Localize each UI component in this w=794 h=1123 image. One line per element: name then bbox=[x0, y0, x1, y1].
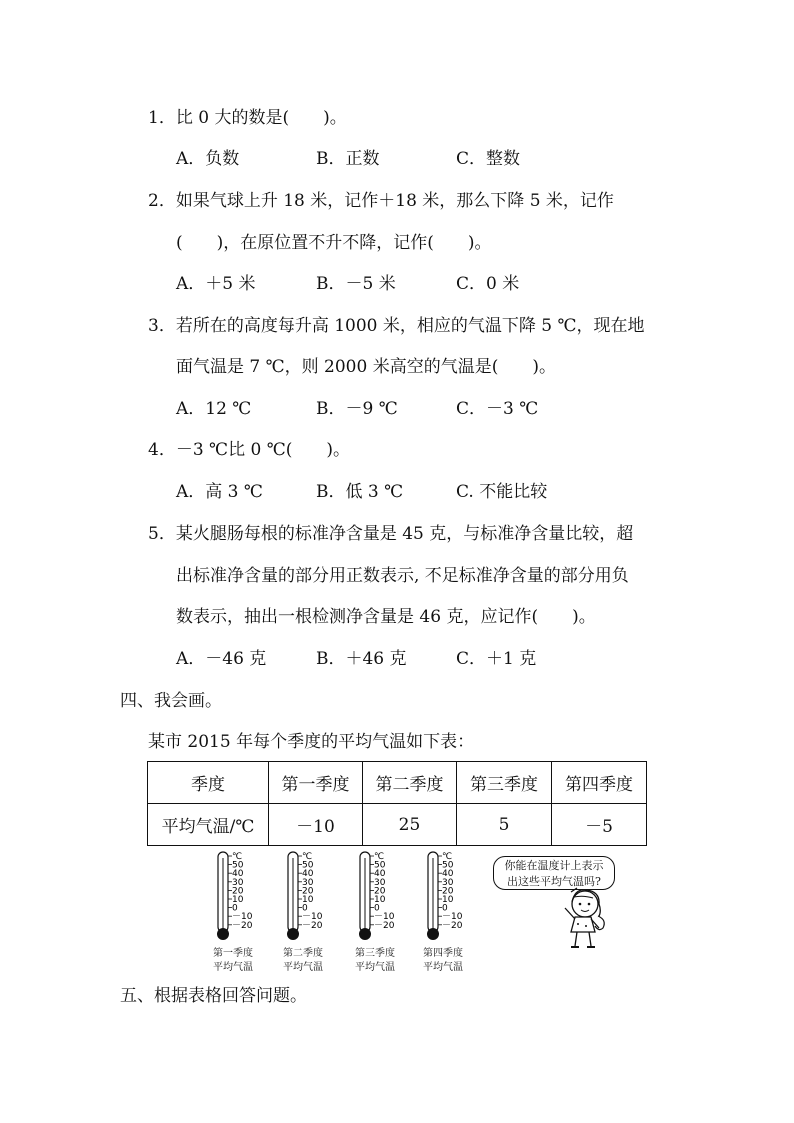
question-text-continued: 出标准净含量的部分用正数表示, 不足标准净含量的部分用负 bbox=[176, 566, 629, 586]
option-b: B．＋46 克 bbox=[316, 649, 407, 669]
question-text: 若所在的高度每升高 1000 米，相应的气温下降 5 ℃，现在地 bbox=[175, 316, 645, 336]
table-header-cell: 第一季度 bbox=[269, 762, 363, 804]
question-number: 2． bbox=[148, 191, 176, 211]
thermometer-scale-label: 40 bbox=[374, 869, 386, 880]
thermometer-scale-label: ℃ bbox=[374, 852, 385, 862]
thermometer-scale-label: 0 bbox=[374, 903, 380, 914]
speech-bubble-line: 你能在温度计上表示 bbox=[504, 859, 604, 872]
thermometer-scale-label: －10 bbox=[302, 912, 323, 923]
thermometer-scale-label: －10 bbox=[232, 912, 253, 923]
thermometer-scale-label: 50 bbox=[442, 860, 454, 871]
option-b: B．正数 bbox=[316, 149, 380, 169]
thermometer-caption: 第四季度 bbox=[423, 948, 463, 959]
option-c: C．＋1 克 bbox=[456, 649, 537, 669]
thermometer-caption: 平均气温 bbox=[423, 962, 463, 973]
thermometer-scale-label: －20 bbox=[442, 920, 463, 931]
thermometer-scale-label: 40 bbox=[232, 869, 244, 880]
question-text: 如果气球上升 18 米，记作＋18 米，那么下降 5 米，记作 bbox=[175, 191, 614, 211]
speech-bubble-line: 出这些平均气温吗? bbox=[507, 875, 601, 888]
question-3 bbox=[148, 315, 645, 337]
table-header-cell: 季度 bbox=[148, 762, 269, 804]
question-1 bbox=[148, 107, 347, 129]
question-text-continued: 面气温是 7 ℃，则 2000 米高空的气温是( )。 bbox=[176, 357, 556, 377]
thermometer-scale-label: 30 bbox=[302, 877, 314, 888]
question-number: 3． bbox=[148, 316, 176, 336]
question-text-continued: 数表示，抽出一根检测净含量是 46 克，应记作( )。 bbox=[176, 607, 596, 627]
thermometer-scale-label: 50 bbox=[232, 860, 244, 871]
thermometer-drawing bbox=[203, 850, 263, 942]
thermometer-scale-label: 0 bbox=[442, 903, 448, 914]
thermometer-bulb bbox=[359, 928, 371, 940]
table-header-cell: 第三季度 bbox=[457, 762, 552, 804]
thermometer-scale-label: 20 bbox=[442, 886, 454, 897]
option-c: C．－3 ℃ bbox=[456, 399, 539, 419]
option-a: A．12 ℃ bbox=[176, 399, 252, 419]
thermometer-scale-label: 10 bbox=[232, 895, 244, 905]
thermometer bbox=[273, 850, 333, 975]
question-2 bbox=[148, 190, 614, 212]
thermometer-scale-label: 20 bbox=[232, 886, 244, 897]
thermometer-scale-label: 20 bbox=[302, 886, 314, 897]
thermometer-scale-label: 10 bbox=[374, 895, 386, 905]
option-a: A．负数 bbox=[176, 149, 240, 169]
thermometer-scale-label: 40 bbox=[442, 869, 454, 880]
thermometer-scale-label: －10 bbox=[374, 912, 395, 923]
thermometer-scale-label: ℃ bbox=[232, 852, 243, 862]
thermometer-scale-label: ℃ bbox=[442, 852, 453, 862]
thermometer-bulb bbox=[217, 928, 229, 940]
thermometer-scale-label: 50 bbox=[302, 860, 314, 871]
question-4 bbox=[148, 439, 350, 461]
thermometer-drawing bbox=[413, 850, 473, 942]
section-4-intro: 某市 2015 年每个季度的平均气温如下表： bbox=[148, 732, 475, 752]
table-row bbox=[148, 804, 647, 846]
thermometer-scale-label: 30 bbox=[442, 877, 454, 888]
question-5 bbox=[148, 523, 633, 545]
option-b: B．低 3 ℃ bbox=[316, 482, 404, 502]
thermometer-drawing bbox=[345, 850, 405, 942]
thermometer-scale-label: －10 bbox=[442, 912, 463, 923]
girl-illustration bbox=[555, 886, 620, 952]
table-cell: －5 bbox=[552, 804, 647, 846]
option-c: C．整数 bbox=[456, 149, 521, 169]
thermometer-caption: 第一季度 bbox=[213, 948, 253, 959]
option-c: C. 不能比较 bbox=[456, 482, 548, 502]
thermometer-scale-label: 20 bbox=[374, 886, 386, 897]
section-4-heading: 四、我会画。 bbox=[120, 691, 222, 711]
table-cell: 5 bbox=[457, 804, 552, 846]
thermometer-caption: 平均气温 bbox=[213, 962, 253, 973]
option-c: C．0 米 bbox=[456, 274, 520, 294]
question-text: 比 0 大的数是( )。 bbox=[175, 108, 347, 128]
question-text-continued: ( )，在原位置不升不降，记作( )。 bbox=[176, 233, 492, 253]
question-text: －3 ℃比 0 ℃( )。 bbox=[175, 440, 350, 460]
thermometer-bulb bbox=[427, 928, 439, 940]
table-header-cell: 第二季度 bbox=[363, 762, 457, 804]
table-header-cell: 第四季度 bbox=[552, 762, 647, 804]
question-number: 1． bbox=[148, 108, 176, 128]
thermometer bbox=[413, 850, 473, 975]
option-b: B．－5 米 bbox=[316, 274, 396, 294]
temperature-table bbox=[147, 761, 647, 846]
question-number: 5． bbox=[148, 524, 176, 544]
thermometer-caption: 平均气温 bbox=[283, 962, 323, 973]
option-b: B．－9 ℃ bbox=[316, 399, 398, 419]
speech-bubble bbox=[493, 856, 615, 890]
thermometer-bulb bbox=[287, 928, 299, 940]
thermometer-caption: 第三季度 bbox=[355, 948, 395, 959]
table-row-label: 平均气温/℃ bbox=[148, 804, 269, 846]
thermometer-scale-label: ℃ bbox=[302, 852, 313, 862]
thermometer-scale-label: 0 bbox=[232, 903, 238, 914]
option-a: A．－46 克 bbox=[176, 649, 267, 669]
thermometer bbox=[203, 850, 263, 975]
option-a: A．高 3 ℃ bbox=[176, 482, 263, 502]
thermometer-scale-label: 30 bbox=[374, 877, 386, 888]
thermometer bbox=[345, 850, 405, 975]
option-a: A．＋5 米 bbox=[176, 274, 256, 294]
thermometer-scale-label: －20 bbox=[374, 920, 395, 931]
thermometer-caption: 平均气温 bbox=[355, 962, 395, 973]
question-text: 某火腿肠每根的标准净含量是 45 克，与标准净含量比较，超 bbox=[175, 524, 634, 544]
thermometer-scale-label: 10 bbox=[442, 895, 454, 905]
thermometer-scale-label: 40 bbox=[302, 869, 314, 880]
section-5-heading: 五、根据表格回答问题。 bbox=[120, 986, 307, 1006]
thermometer-scale-label: 0 bbox=[302, 903, 308, 914]
thermometer-caption: 第二季度 bbox=[283, 948, 323, 959]
thermometer-drawing bbox=[273, 850, 333, 942]
question-number: 4． bbox=[148, 440, 176, 460]
thermometer-scale-label: 10 bbox=[302, 895, 314, 905]
thermometer-scale-label: 50 bbox=[374, 860, 386, 871]
table-header-row bbox=[148, 762, 647, 804]
thermometer-scale-label: －20 bbox=[232, 920, 253, 931]
thermometer-scale-label: －20 bbox=[302, 920, 323, 931]
thermometer-scale-label: 30 bbox=[232, 877, 244, 888]
table-cell: 25 bbox=[363, 804, 457, 846]
table-cell: －10 bbox=[269, 804, 363, 846]
